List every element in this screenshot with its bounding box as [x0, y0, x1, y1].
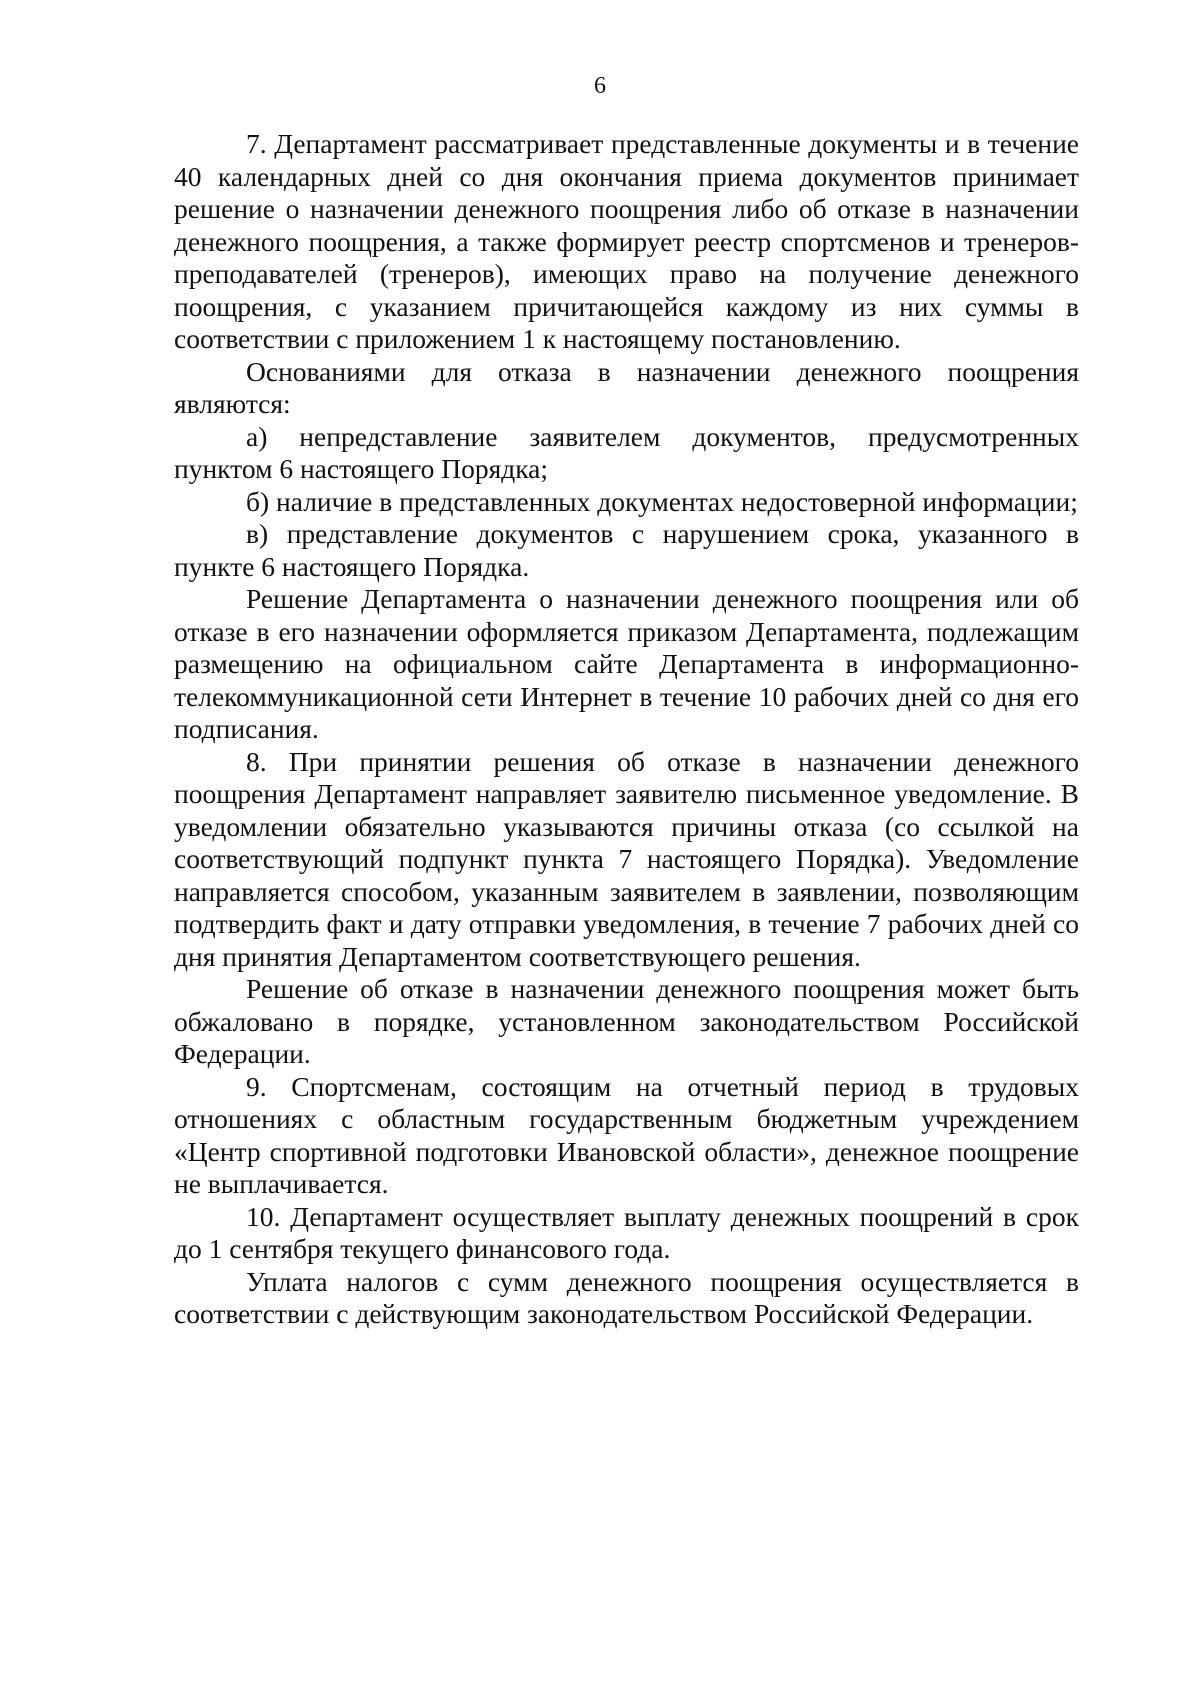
paragraph-ground-a: а) непредставление заявителем документов, предусмотренных пунктом 6 настоящего Порядка;: [174, 420, 1079, 484]
document-body: [174, 128, 1079, 1331]
paragraph-ground-v: в) представление документов с нарушением срока, указанного в пункте 6 настоящего Порядка.: [174, 518, 1079, 582]
paragraph-decision-order: Решение Департамента о назначении денежного поощрения или об отказе в его назначении оформляется приказом Департамента, подлежащим размещению на официальном сайте Департамента в информационно-телекоммуникационной сети Интернет в течение 10 рабочих дней со дня его подписания.: [174, 583, 1079, 744]
page-number: 6: [594, 73, 606, 99]
paragraph-item-8: 8. При принятии решения об отказе в назначении денежного поощрения Департамент направляет заявителю письменное уведомление. В уведомлении обязательно указываются причины отказа (со ссылкой на соответствующий подпункт пункта 7 настоящего Порядка). Уведомление направляется способом, указанным заявителем в заявлении, позволяющим подтвердить факт и дату отправки уведомления, в течение 7 рабочих дней со дня принятия Департаментом соответствующего решения.: [174, 745, 1079, 972]
paragraph-item-7: 7. Департамент рассматривает представленные документы и в течение 40 календарных дней со дня окончания приема документов принимает решение о назначении денежного поощрения либо об отказе в назначении денежного поощрения, а также формирует реестр спортсменов и тренеров-преподавателей (тренеров), имеющих право на получение денежного поощрения, с указанием причитающейся каждому из них суммы в соответствии с приложением 1 к настоящему постановлению.: [174, 128, 1079, 354]
paragraph-ground-b: б) наличие в представленных документах недостоверной информации;: [246, 485, 1078, 517]
paragraph-item-10: 10. Департамент осуществляет выплату денежных поощрений в срок до 1 сентября текущего финансового года.: [174, 1200, 1079, 1264]
paragraph-taxes: Уплата налогов с сумм денежного поощрения осуществляется в соответствии с действующим законодательством Российской Федерации.: [174, 1265, 1079, 1329]
paragraph-appeal: Решение об отказе в назначении денежного поощрения может быть обжаловано в порядке, установленном законодательством Российской Федерации.: [174, 973, 1079, 1069]
paragraph-item-9: 9. Спортсменам, состоящим на отчетный период в трудовых отношениях с областным государственным бюджетным учреждением «Центр спортивной подготовки Ивановской области», денежное поощрение не выплачивается.: [174, 1070, 1079, 1199]
paragraph-refusal-grounds: Основаниями для отказа в назначении денежного поощрения являются:: [174, 355, 1079, 419]
